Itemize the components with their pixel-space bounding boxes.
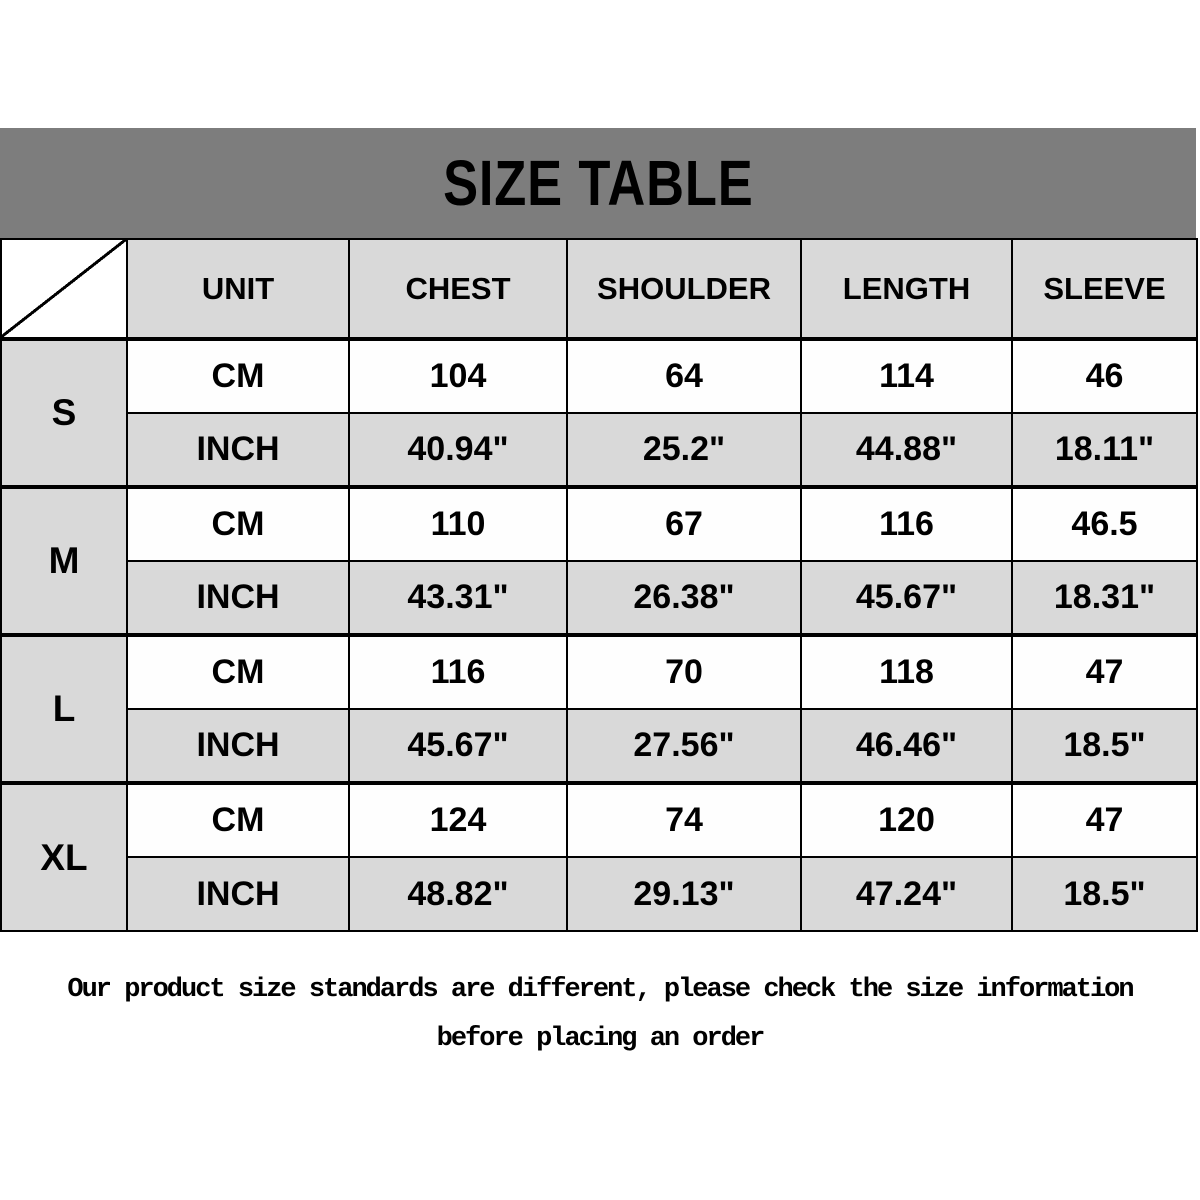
unit-cell: CM <box>127 487 349 561</box>
unit-cell: INCH <box>127 561 349 635</box>
column-header-length: LENGTH <box>801 239 1012 339</box>
value-cell: 29.13" <box>567 857 801 931</box>
size-label-xl: XL <box>1 783 127 931</box>
size-label-s: S <box>1 339 127 487</box>
table-row <box>1 635 1197 709</box>
value-cell: 25.2" <box>567 413 801 487</box>
value-cell: 46.46" <box>801 709 1012 783</box>
value-cell: 124 <box>349 783 567 857</box>
column-header-chest: CHEST <box>349 239 567 339</box>
value-cell: 18.11" <box>1012 413 1197 487</box>
value-cell: 47 <box>1012 635 1197 709</box>
size-label-m: M <box>1 487 127 635</box>
table-row <box>1 709 1197 783</box>
value-cell: 43.31" <box>349 561 567 635</box>
value-cell: 27.56" <box>567 709 801 783</box>
table-row <box>1 783 1197 857</box>
unit-cell: INCH <box>127 709 349 783</box>
value-cell: 64 <box>567 339 801 413</box>
title-bar <box>0 128 1196 238</box>
size-table <box>0 238 1198 932</box>
table-row <box>1 857 1197 931</box>
value-cell: 116 <box>801 487 1012 561</box>
value-cell: 18.31" <box>1012 561 1197 635</box>
table-row <box>1 561 1197 635</box>
size-group-l <box>1 635 1197 783</box>
value-cell: 46 <box>1012 339 1197 413</box>
size-group-m <box>1 487 1197 635</box>
size-group-s <box>1 339 1197 487</box>
value-cell: 70 <box>567 635 801 709</box>
value-cell: 26.38" <box>567 561 801 635</box>
value-cell: 40.94" <box>349 413 567 487</box>
value-cell: 46.5 <box>1012 487 1197 561</box>
diagonal-corner-cell <box>1 239 127 339</box>
value-cell: 47 <box>1012 783 1197 857</box>
unit-cell: INCH <box>127 413 349 487</box>
value-cell: 74 <box>567 783 801 857</box>
unit-cell: INCH <box>127 857 349 931</box>
value-cell: 45.67" <box>801 561 1012 635</box>
column-header-unit: UNIT <box>127 239 349 339</box>
unit-cell: CM <box>127 635 349 709</box>
value-cell: 114 <box>801 339 1012 413</box>
size-label-l: L <box>1 635 127 783</box>
value-cell: 116 <box>349 635 567 709</box>
column-header-shoulder: SHOULDER <box>567 239 801 339</box>
table-row <box>1 413 1197 487</box>
unit-cell: CM <box>127 783 349 857</box>
value-cell: 104 <box>349 339 567 413</box>
value-cell: 18.5" <box>1012 857 1197 931</box>
table-row <box>1 339 1197 413</box>
value-cell: 18.5" <box>1012 709 1197 783</box>
value-cell: 67 <box>567 487 801 561</box>
footer-note: Our product size standards are different, please check the size information before placing an order <box>67 975 1133 1054</box>
size-group-xl <box>1 783 1197 931</box>
size-table-header <box>1 239 1197 339</box>
value-cell: 47.24" <box>801 857 1012 931</box>
table-row <box>1 487 1197 561</box>
value-cell: 120 <box>801 783 1012 857</box>
unit-cell: CM <box>127 339 349 413</box>
value-cell: 48.82" <box>349 857 567 931</box>
value-cell: 110 <box>349 487 567 561</box>
page-title: SIZE TABLE <box>442 147 754 219</box>
value-cell: 45.67" <box>349 709 567 783</box>
value-cell: 118 <box>801 635 1012 709</box>
header-row <box>1 239 1197 339</box>
column-header-sleeve: SLEEVE <box>1012 239 1197 339</box>
value-cell: 44.88" <box>801 413 1012 487</box>
